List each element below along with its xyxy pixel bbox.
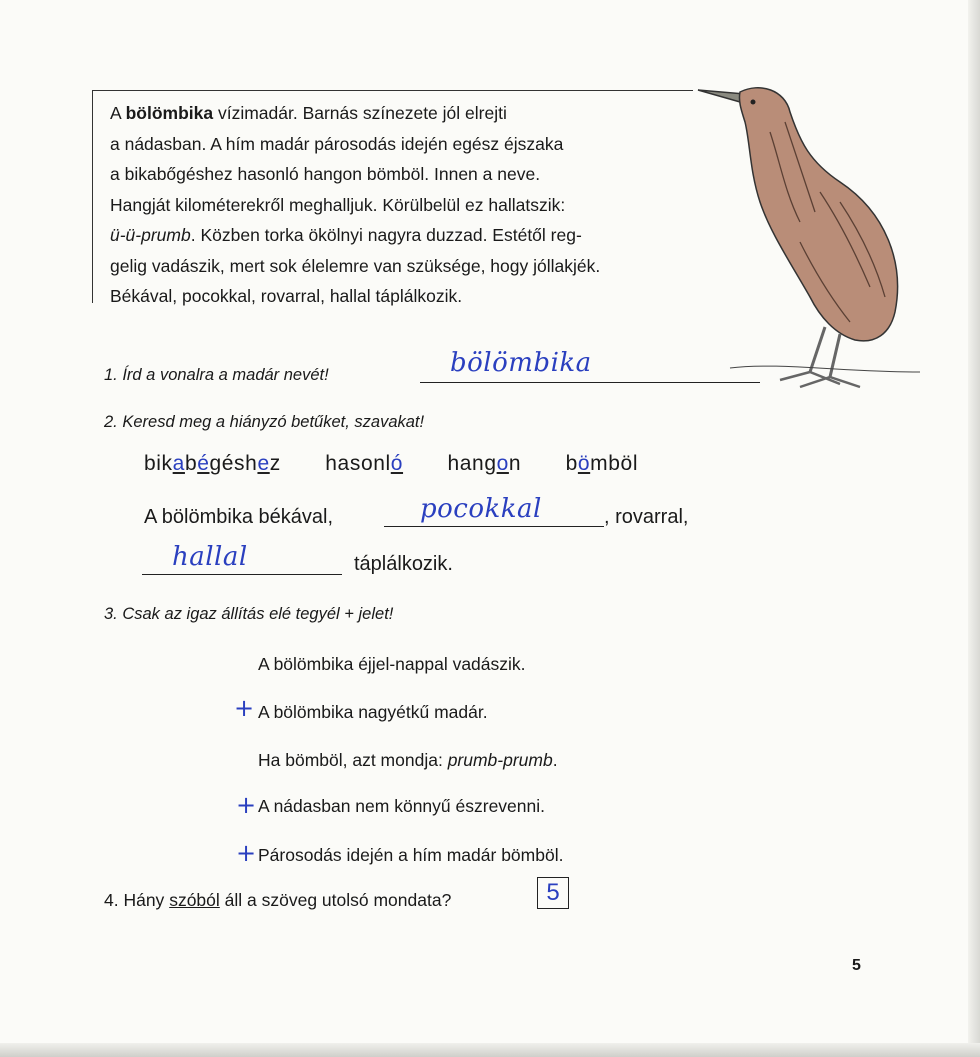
reading-text: A bölömbika vízimadár. Barnás színezete jól elrejti a nádasban. A hím madár párosodás idején egész éjszaka a bikabőgéshez hasonló hangon bömböl. Innen a neve. Hangját kilométerekről meghalljuk. Körülbelül ez hallatszik: ü-ü-prumb. Közben torka ökölnyi nagyra duzzad. Estétől reg- gelig vadászik, mert sok élelemre van szüksége, hogy jóllakjék. Békával, pocokkal, rovarral, hallal táplálkozik. xyxy=(110,103,601,306)
word-bikabegeshez: bikabégéshez xyxy=(144,452,281,475)
task1-answer: bölömbika xyxy=(450,348,592,378)
blank1-answer: pocokkal xyxy=(420,494,542,524)
task3-label: 3. Csak az igaz állítás elé tegyél + jelet! xyxy=(104,605,394,623)
blank2-answer: hallal xyxy=(172,542,248,572)
sentence-end: táplálkozik. xyxy=(354,553,453,575)
task4-label: 4. Hány szóból áll a szöveg utolsó mondata? xyxy=(104,890,452,910)
plus-mark-5: + xyxy=(236,839,257,867)
plus-mark-2: + xyxy=(234,694,255,722)
sentence-start: A bölömbika békával, xyxy=(144,506,334,528)
blank1-line xyxy=(384,526,604,527)
task2-label: 2. Keresd meg a hiányzó betűket, szavakat! xyxy=(104,413,425,431)
word-hasonlo: hasonló xyxy=(325,452,404,475)
statement-1: A bölömbika éjjel-nappal vadászik. xyxy=(258,654,526,674)
statement-5: Párosodás idején a hím madár bömböl. xyxy=(258,845,564,865)
word-hangon: hangon xyxy=(447,452,522,475)
task4-answer-box: 5 xyxy=(537,877,569,909)
task1-answer-line xyxy=(420,382,760,383)
statement-2: A bölömbika nagyétkű madár. xyxy=(258,702,488,722)
statement-3: Ha bömböl, azt mondja: prumb-prumb. xyxy=(258,750,558,770)
page-edge-bottom xyxy=(0,1043,980,1057)
statement-4: A nádasban nem könnyű észrevenni. xyxy=(258,796,545,816)
word-bombol: bömböl xyxy=(565,452,639,475)
missing-letters-row xyxy=(144,452,638,476)
page-number: 5 xyxy=(852,957,861,974)
sentence-mid: , rovarral, xyxy=(604,506,689,528)
page-edge xyxy=(968,0,980,1057)
plus-mark-4: + xyxy=(236,791,257,819)
blank2-line xyxy=(142,574,342,575)
bittern-illustration xyxy=(690,72,930,412)
bird-name: bölömbika xyxy=(125,103,214,123)
task1-label: 1. Írd a vonalra a madár nevét! xyxy=(104,366,329,384)
